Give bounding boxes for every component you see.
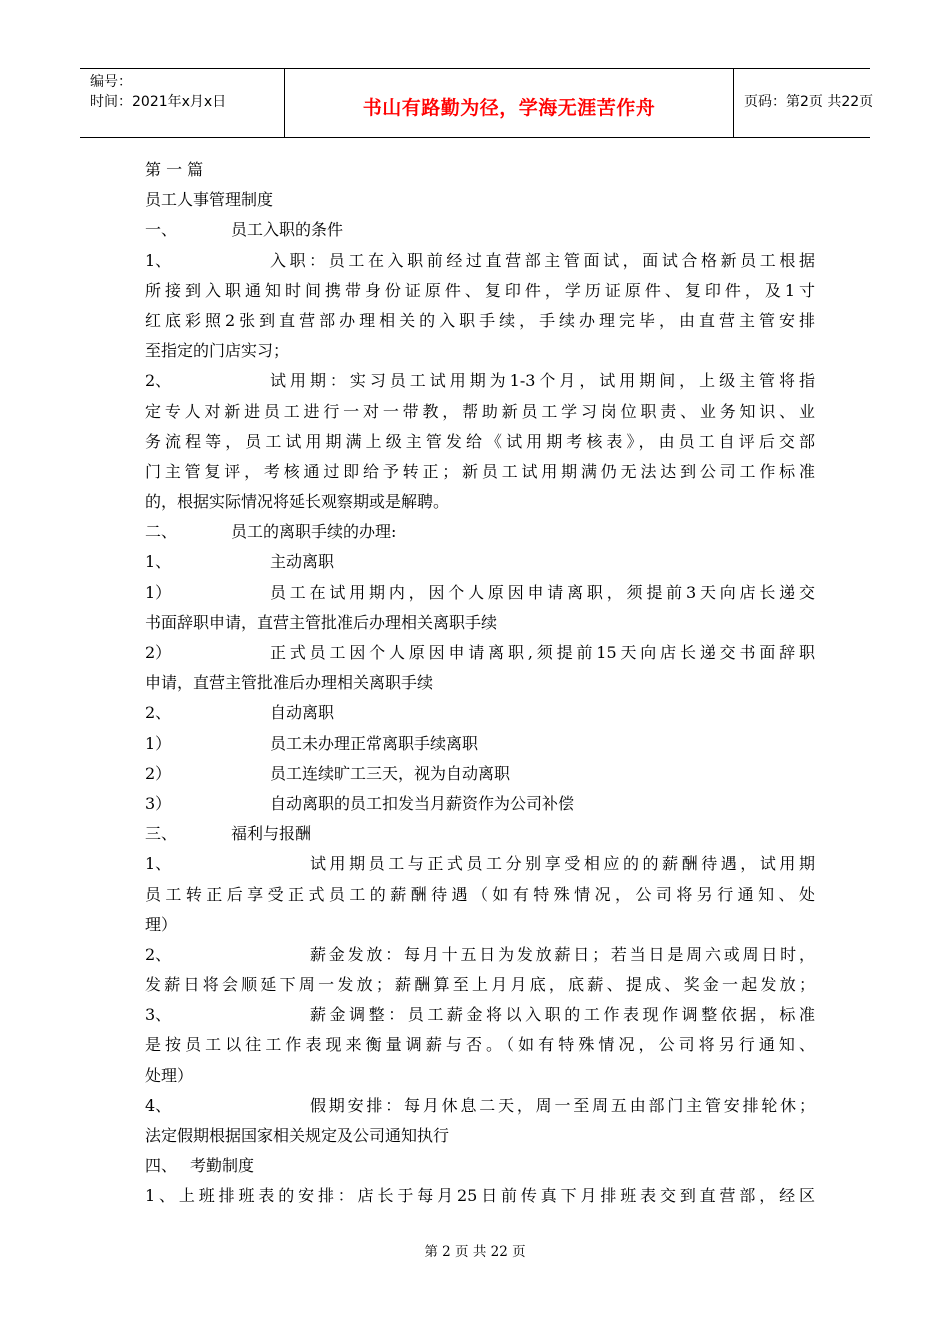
line-text: 正式员工因个人原因申请离职,须提前15天向店长递交书面辞职 [270,643,815,662]
line-text: 申请，直营主管批准后办理相关离职手续 [145,673,434,693]
text-line [145,729,815,759]
line-text: 员工连续旷工三天，视为自动离职 [270,763,511,783]
line-text: 薪金发放：每月十五日为发放薪日；若当日是周六或周日时， [310,944,815,964]
line-text: 福利与报酬 [231,824,312,844]
line-number: 3、 [145,1005,172,1025]
text-line [145,246,815,276]
text-line [145,547,815,577]
line-text: 员工的离职手续的办理: [231,522,397,542]
text-line [145,1000,815,1030]
line-text: 假期安排：每月休息二天，周一至周五由部门主管安排轮休； [310,1095,815,1115]
text-line [145,457,815,487]
header-info-cell [80,69,284,137]
header-page-number: 页码：第2页 共22页 [744,94,874,110]
header-motto: 书山有路勤为径，学海无涯苦作舟 [362,97,656,119]
line-text: 务流程等，员工试用期满上级主管发给《试用期考核表》，由员工自评后交部 [145,431,815,451]
text-line [145,668,815,698]
text-line [145,789,815,819]
line-text: 试用期员工与正式员工分别享受相应的的薪酬待遇，试用期 [310,854,815,874]
text-line [145,517,815,547]
line-number: 2） [145,763,172,783]
line-text: 入职：员工在入职前经过直营部主管面试，面试合格新员工根据 [270,250,815,270]
text-line [145,397,815,427]
text-line [145,427,815,457]
text-line [145,487,815,517]
line-text: 薪金调整：员工薪金将以入职的工作表现作调整依据，标准 [310,1005,815,1025]
text-line [145,155,815,185]
line-number: 1） [145,582,172,602]
line-number: 1） [145,733,172,753]
line-number: 2、 [145,703,172,723]
line-number: 2、 [145,371,172,391]
text-line [145,970,815,1000]
header-page-cell [734,69,874,137]
line-text: 员工转正后享受正式员工的薪酬待遇（如有特殊情况，公司将另行通知、处 [145,884,815,904]
text-line [145,608,815,638]
header-motto-cell [284,69,734,137]
text-line [145,276,815,306]
text-line [145,910,815,940]
line-text: 自动离职 [270,703,335,723]
text-line [145,1061,815,1091]
document-body [145,155,815,1212]
line-text: 第 一 篇 [145,160,204,179]
line-number: 3） [145,793,172,813]
text-line [145,306,815,336]
text-line [145,336,815,366]
line-number: 2） [145,643,172,662]
line-number: 三、 [145,824,178,844]
line-text: 至指定的门店实习； [145,341,290,361]
text-line [145,1121,815,1151]
line-number: 2、 [145,944,172,964]
line-number: 一、 [145,220,178,240]
text-line [145,638,815,668]
line-text: 处理） [145,1065,194,1085]
text-line [145,215,815,245]
text-line [145,849,815,879]
line-text: 员工人事管理制度 [145,190,274,210]
line-text: 所接到入职通知时间携带身份证原件、复印件，学历证原件、复印件，及1寸 [145,280,815,300]
line-number: 二、 [145,522,178,542]
line-text: 书面辞职申请，直营主管批准后办理相关离职手续 [145,612,498,632]
line-number: 1、 [145,854,172,874]
text-line [145,1091,815,1121]
line-number: 1、 [145,250,172,270]
page-footer: 第 2 页 共 22 页 [424,1244,526,1260]
line-text: 主动离职 [270,552,335,572]
line-text: 员工在试用期内，因个人原因申请离职，须提前3天向店长递交 [270,582,815,602]
line-text: 发薪日将会顺延下周一发放；薪酬算至上月月底，底薪、提成、奖金一起发放； [145,975,815,995]
line-text: 员工入职的条件 [231,220,344,240]
text-line [145,1181,815,1211]
line-text: 是按员工以往工作表现来衡量调薪与否。（如有特殊情况，公司将另行通知、 [145,1035,815,1055]
text-line [145,880,815,910]
line-text: 1、上班排班表的安排：店长于每月25日前传真下月排班表交到直营部，经区 [145,1186,815,1206]
line-text: 考勤制度 [190,1156,255,1176]
line-text: 法定假期根据国家相关规定及公司通知执行 [145,1126,450,1145]
document-number-label: 编号： [90,74,132,90]
text-line [145,1030,815,1060]
line-text: 试用期：实习员工试用期为1-3个月，试用期间，上级主管将指 [270,371,815,391]
line-text: 理） [145,914,178,934]
line-text: 自动离职的员工扣发当月薪资作为公司补偿 [270,793,575,813]
header-table [80,68,874,138]
line-text: 员工未办理正常离职手续离职 [270,733,479,753]
text-line [145,940,815,970]
line-text: 的，根据实际情况将延长观察期或是解聘。 [145,492,450,512]
text-line [145,698,815,728]
text-line [145,1151,815,1181]
text-line [145,185,815,215]
line-text: 门主管复评，考核通过即给予转正；新员工试用期满仍无法达到公司工作标准 [145,461,815,481]
text-line [145,578,815,608]
line-number: 1、 [145,552,172,572]
line-text: 定专人对新进员工进行一对一带教，帮助新员工学习岗位职责、业务知识、业 [145,401,815,421]
line-text: 红底彩照2张到直营部办理相关的入职手续，手续办理完毕，由直营主管安排 [145,310,815,330]
document-date-label: 时间：2021年x月x日 [90,94,227,110]
text-line [145,819,815,849]
line-number: 4、 [145,1095,172,1115]
text-line [145,366,815,396]
line-number: 四、 [145,1156,178,1176]
text-line [145,759,815,789]
